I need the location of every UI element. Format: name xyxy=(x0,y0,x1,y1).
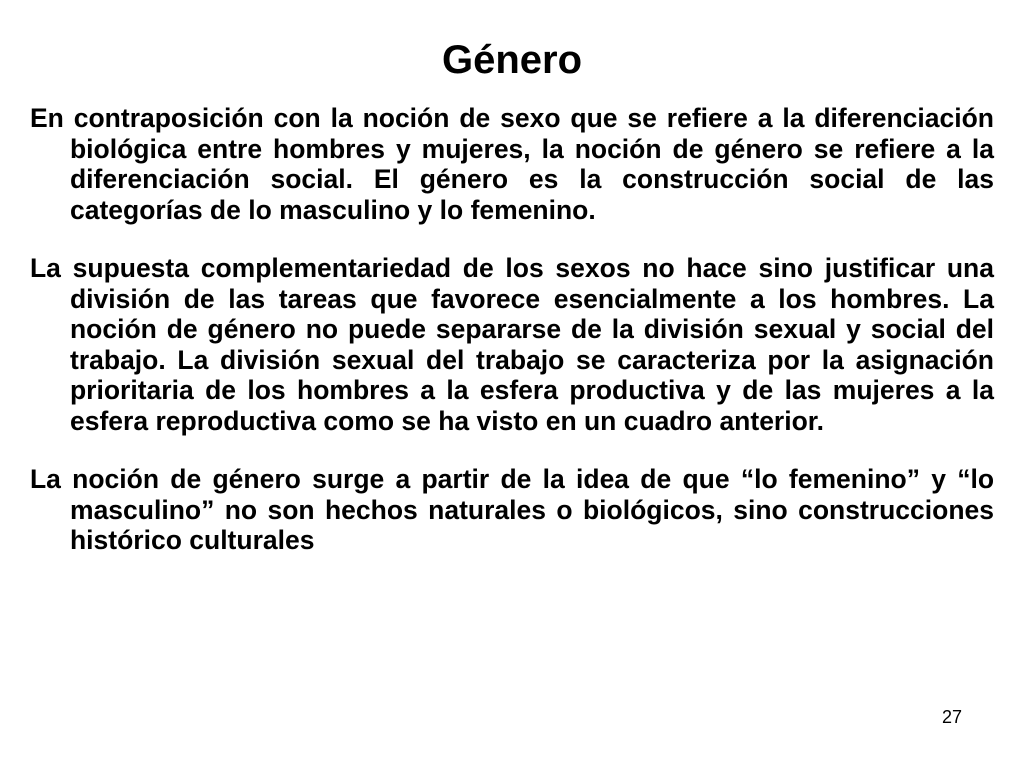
paragraph-construcciones-culturales: La noción de género surge a partir de la idea de que “lo femenino” y “lo masculino” no son hechos naturales o biológicos, sino construcciones histórico culturales xyxy=(30,464,994,555)
page-number: 27 xyxy=(941,707,962,727)
slide-body xyxy=(30,103,994,556)
slide-title: Género xyxy=(441,38,583,82)
paragraph-sexo-genero: En contraposición con la noción de sexo que se refiere a la diferenciación biológica entre hombres y mujeres, la noción de género se refiere a la diferenciación social. El género es la construcción social de las categorías de lo masculino y lo femenino. xyxy=(30,103,994,225)
paragraph-division-trabajo: La supuesta complementariedad de los sexos no hace sino justificar una división de las tareas que favorece esencialmente a los hombres. La noción de género no puede separarse de la división sexual y social del trabajo. La división sexual del trabajo se caracteriza por la asignación prioritaria de los hombres a la esfera productiva y de las mujeres a la esfera reproductiva como se ha visto en un cuadro anterior. xyxy=(30,253,994,436)
